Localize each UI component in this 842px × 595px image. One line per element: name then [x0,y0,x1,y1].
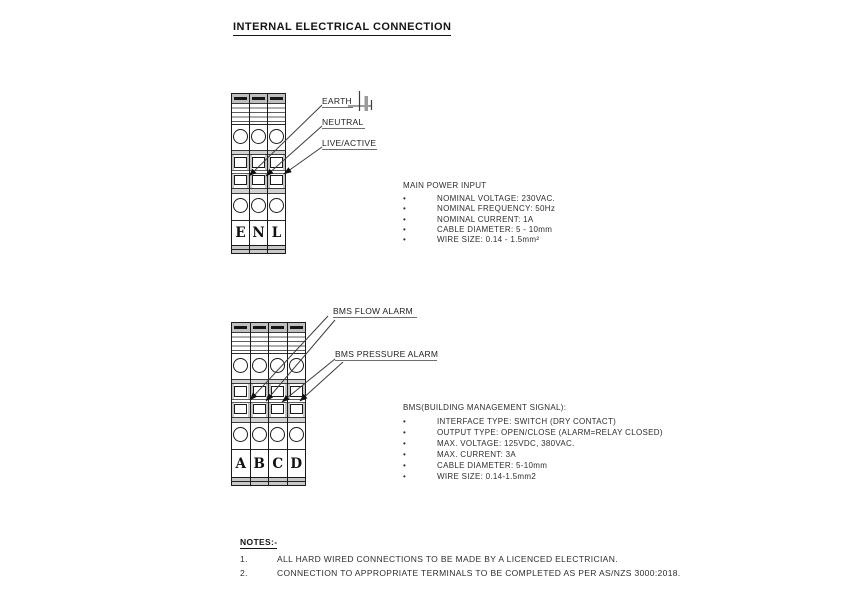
screw-port-lower [269,403,287,417]
wire-entry-hole [232,353,250,379]
screw-port-upper [269,384,287,399]
screw-port-upper [250,155,267,170]
spec-item: • WIRE SIZE: 0.14-1.5mm2 [403,471,663,482]
spec-heading: MAIN POWER INPUT [403,181,487,190]
terminal-letter: C [269,449,287,477]
notes-section [240,537,681,580]
screw-port-upper [232,155,249,170]
spec-list [403,194,555,245]
spec-list [403,416,663,482]
screw-port-lower [232,174,249,188]
terminal-top-band [251,323,269,333]
screw-port-lower [251,403,269,417]
terminal-letter: L [268,220,285,245]
label-neutral: NEUTRAL [322,117,364,127]
spec-item: • OUTPUT TYPE: OPEN/CLOSE (ALARM=RELAY CLOSED) [403,427,663,438]
terminal-bottom-band [232,477,250,485]
terminal-bottom-band [268,245,285,253]
screw-port-upper [268,155,285,170]
page-title: INTERNAL ELECTRICAL CONNECTION [233,21,451,36]
terminal-top-band [232,323,250,333]
spec-item: • NOMINAL FREQUENCY: 50Hz [403,204,555,214]
wire-entry-hole [251,353,269,379]
spec-item: • MAX. VOLTAGE: 125VDC, 380VAC. [403,438,663,449]
power-terminal-block [231,93,286,254]
screw-port-lower [250,174,267,188]
screw-port-lower [268,174,285,188]
label-earth: EARTH [322,96,352,106]
wire-entry-hole [250,194,267,220]
terminal-ridge-lines [232,333,250,353]
terminal-ridge-lines [250,104,267,124]
notes-heading: NOTES:- [240,537,278,547]
terminal-top-band [268,94,285,104]
leader-pressure-d [300,362,343,401]
terminal-column [268,94,285,253]
notes-list [240,553,681,580]
terminal-letter: N [250,220,267,245]
screw-port-upper [251,384,269,399]
bms-terminal-block [231,322,306,486]
wire-entry-hole [269,423,287,449]
terminal-ridge-lines [232,104,249,124]
terminal-ridge-lines [288,333,306,353]
spec-item: • CABLE DIAMETER: 5 - 10mm [403,225,555,235]
wire-entry-hole [232,124,249,150]
terminal-top-band [250,94,267,104]
terminal-ridge-lines [251,333,269,353]
terminal-column [269,323,288,485]
terminal-letter: B [251,449,269,477]
wire-entry-hole [268,194,285,220]
terminal-column [232,323,251,485]
note-item: 1. ALL HARD WIRED CONNECTIONS TO BE MADE BY A LICENCED ELECTRICIAN. [240,554,618,564]
wire-entry-hole [251,423,269,449]
spec-item: • NOMINAL CURRENT: 1A [403,215,555,225]
label-bms-pressure-alarm: BMS PRESSURE ALARM [335,349,439,359]
spec-item: • NOMINAL VOLTAGE: 230VAC. [403,194,555,204]
terminal-letter: D [288,449,306,477]
screw-port-lower [288,403,306,417]
terminal-top-band [269,323,287,333]
terminal-top-band [288,323,306,333]
note-item: 2. CONNECTION TO APPROPRIATE TERMINALS TO BE COMPLETED AS PER AS/NZS 3000:2018. [240,567,681,578]
screw-port-lower [232,403,250,417]
wire-entry-hole [288,353,306,379]
spec-item: • WIRE SIZE: 0.14 - 1.5mm² [403,235,555,245]
terminal-bottom-band [251,477,269,485]
screw-port-upper [288,384,306,399]
terminal-ridge-lines [269,333,287,353]
terminal-bottom-band [250,245,267,253]
terminal-bottom-band [288,477,306,485]
terminal-letter: E [232,220,249,245]
main-power-specs [403,181,555,245]
terminal-top-band [232,94,249,104]
spec-item: • MAX. CURRENT: 3A [403,449,663,460]
wire-entry-hole [250,124,267,150]
terminal-ridge-lines [268,104,285,124]
leader-live-active [284,147,322,174]
wire-entry-hole [269,353,287,379]
wire-entry-hole [268,124,285,150]
label-live-active: LIVE/ACTIVE [322,138,377,148]
spec-item: • INTERFACE TYPE: SWITCH (DRY CONTACT) [403,416,663,427]
terminal-bottom-band [232,245,249,253]
terminal-column [250,94,268,253]
spec-item: • CABLE DIAMETER: 5-10mm [403,460,663,471]
terminal-column [251,323,270,485]
label-bms-flow-alarm: BMS FLOW ALARM [333,306,417,318]
terminal-column [232,94,250,253]
wire-entry-hole [232,194,249,220]
terminal-bottom-band [269,477,287,485]
wire-entry-hole [232,423,250,449]
terminal-column [288,323,306,485]
wire-entry-hole [288,423,306,449]
bms-specs [403,403,663,482]
terminal-letter: A [232,449,250,477]
screw-port-upper [232,384,250,399]
spec-heading: BMS(BUILDING MANAGEMENT SIGNAL): [403,403,567,412]
